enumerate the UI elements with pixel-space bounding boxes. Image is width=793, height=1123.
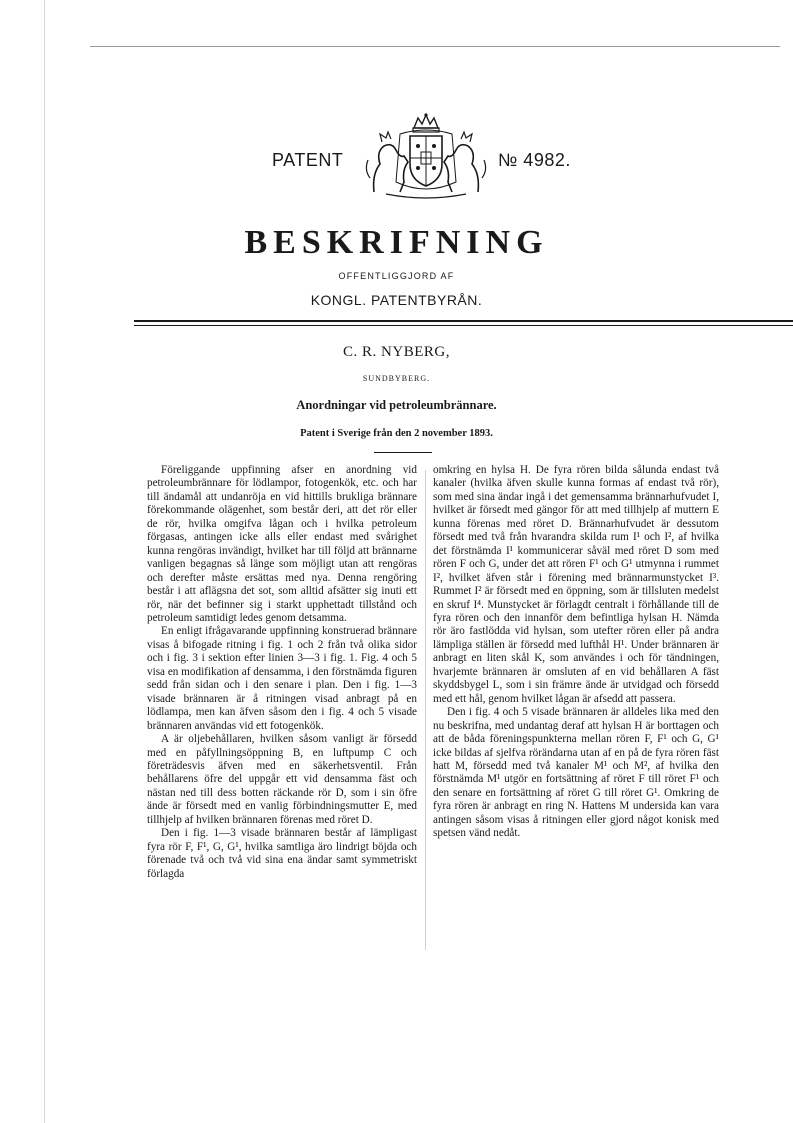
patent-label: PATENT bbox=[272, 150, 344, 170]
paragraph: En enligt ifrågavarande uppfinning konstruerad brännare visas å bifogade ritning i fig. 1 och 2 från två olika sidor och i fig. 3 i sektion efter linien 3—3 i fig. 1. Fig. 4 och 5 visa en modifikation af densamma, i den förstnämda figuren sedd från sidan och i den senare i plan. Den i fig. 1—3 visade brännaren är å ritningen visad anbragt på en lödlampa, men kan äfven såsom den i fig. 4 och 5 visade brännaren användas vid ett fotogenkök. bbox=[147, 625, 417, 732]
paragraph: Den i fig. 4 och 5 visade brännaren är alldeles lika med den nu beskrifna, med undantag deraf att hylsan H är borttagen och att de båda föreningspunkterna mellan rören F, F¹ och G, G¹ icke bildas af sjelfva rörändarna utan af en på de fyra rören fäst hatt M, försedd med två kanaler M¹ och M², af hvilka den förstnämda M¹ utgör en fortsättning af röret F till röret F¹ och den senare en fortsättning af röret G till röret G¹. Omkring de fyra rören är anbragt en ring N. Hattens M undersida kan vara antingen såsom visas å ritningen eller gjord något konisk med spetsen vänd nedåt. bbox=[433, 706, 719, 840]
published-by-label: OFFENTLIGGJORD AF bbox=[338, 271, 455, 281]
invention-title: Anordningar vid petroleumbrännare. bbox=[296, 398, 497, 412]
patent-office-name: KONGL. PATENTBYRÅN. bbox=[310, 292, 483, 308]
column-divider bbox=[425, 470, 426, 950]
patent-date: Patent i Sverige från den 2 november 1893. bbox=[300, 428, 493, 439]
scan-edge-top bbox=[90, 46, 780, 47]
patent-number: № 4982. bbox=[498, 150, 571, 170]
section-divider bbox=[374, 452, 432, 453]
header-rule-thick bbox=[134, 320, 793, 322]
body-right-column bbox=[433, 464, 719, 841]
body-left-column bbox=[147, 464, 417, 881]
paragraph: Föreliggande uppfinning afser en anordning vid petroleumbrännare för lödlampor, fotogenkök, etc. och har till ändamål att undanröja en vid hittills brukliga brännare förekommande olägenhet, som består deri, att det rör eller de rör, hvilka omgifva lågan och i hvilka petroleum förgasas, antingen icke alls eller endast med svårighet kunna rengöras invändigt, hvilket har till följd att brännarne vanligen begagnas så länge som möjligt utan att rengöras och derefter måste ersättas med nya. Denna rengöring består i att aflägsna det sot, som alltid afsätter sig inuti ett rör, när det befinner sig i starkt upphettadt tillstånd och petroleum samtidigt ledes genom detsamma. bbox=[147, 464, 417, 624]
inventor-location: SUNDBYBERG. bbox=[362, 374, 431, 383]
paragraph: omkring en hylsa H. De fyra rören bilda sålunda endast två kanaler (hvilka äfven skulle kunna formas af endast två rör), som med sina ändar ingå i det gemensamma brännarhufvudet I, hvilket är försedt med gängor för att med tillhjelp af muttern E kunna förenas med röret D. Brännarhufvudet är dessutom försedt med två från hvarandra skilda rum I¹ och I², af hvilka det förstnämda I¹ kommunicerar såväl med röret D som med rören F och G, under det att rören F¹ och G¹ utmynna i rummet I², hvilket äfven står i förening med brännarmunstycket I³. Rummet I² är försedt med en öppning, som är tillsluten medelst en skruf I⁴. Munstycket är förlagdt centralt i förhållande till de fyra rören och den innanför dem befintliga hylsan H. Nämda rör äro fastlödda vid hylsan, som utefter rören eller på andra lämpliga ställen är försedd med lufthål H¹. Under brännaren är anbragt en liten skål K, som användes i och för tändningen, hvarjemte brännaren är omsluten af en vid behållaren A fäst skyddsbygel L, som i sin främre ände är utvidgad och försedd med ett hål, genom hvilket lågan är afsedd att passera. bbox=[433, 464, 719, 705]
paragraph: Den i fig. 1—3 visade brännaren består af lämpligast fyra rör F, F¹, G, G¹, hvilka samtliga äro lindrigt böjda och förenade två och två vid sina ena ändar samt symmetriskt förlagda bbox=[147, 827, 417, 880]
header-rule-thin bbox=[134, 325, 793, 326]
paragraph: A är oljebehållaren, hvilken såsom vanligt är försedd med en påfyllningsöppning B, en luftpump C och företrädesvis äfven med en säkerhetsventil. Från behållarens öfre del uppgår ett vid densamma fäst och nästan ned till dess botten räckande rör D, som i sin öfre ände är försedt med en vanlig förbindningsmutter E, med tillhjelp af hvilken brännaren förenas med röret D. bbox=[147, 733, 417, 826]
coat-of-arms-icon bbox=[356, 112, 496, 200]
document-title: BESKRIFNING bbox=[244, 224, 549, 261]
patent-header bbox=[0, 112, 793, 198]
inventor-name: C. R. NYBERG, bbox=[343, 344, 450, 360]
